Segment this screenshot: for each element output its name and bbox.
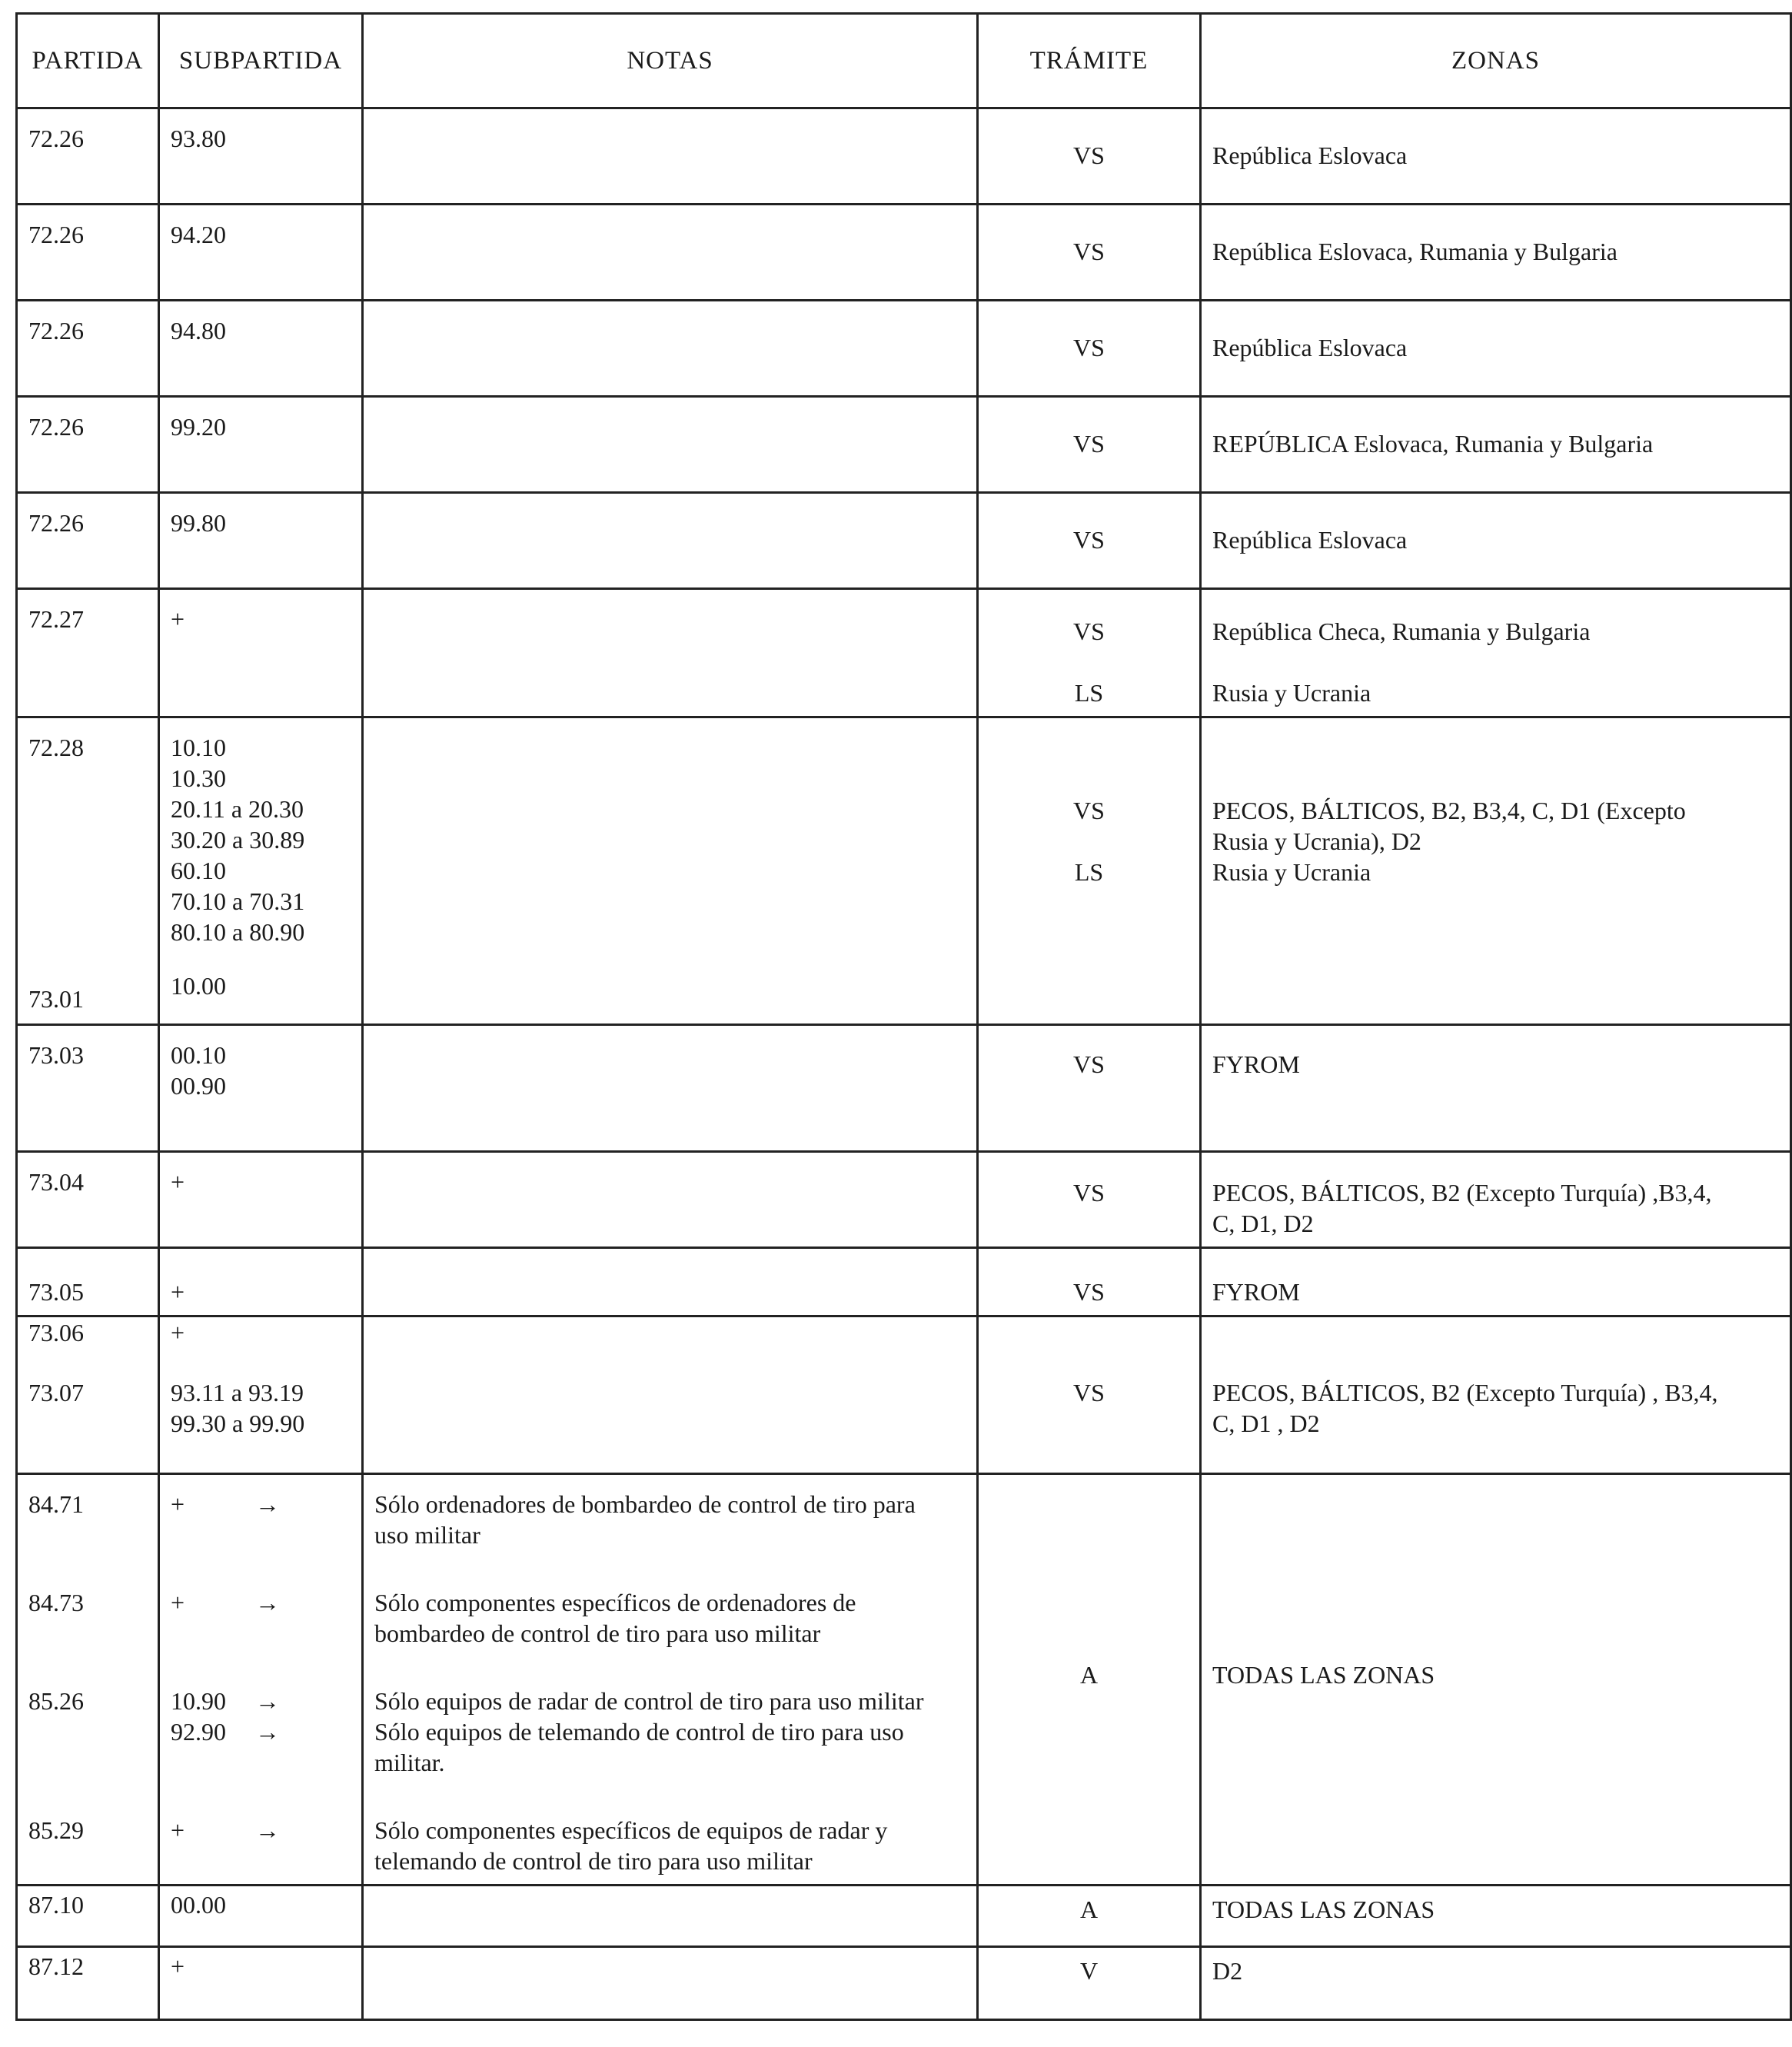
partida-cell <box>17 1947 159 2020</box>
subpartida-value: 99.20 <box>171 413 226 441</box>
subpartida-value: 60.10 <box>171 857 226 884</box>
tramite-value: V <box>1079 1957 1099 1985</box>
partida-value: 85.26 <box>28 1687 84 1715</box>
partida-value: 73.01 <box>28 985 84 1013</box>
subpartida-value: 00.90 <box>171 1072 226 1100</box>
tramite-value: VS <box>1073 617 1105 645</box>
partida-cell <box>17 1886 159 1947</box>
zonas-value: FYROM <box>1212 1278 1300 1306</box>
partida-value: 72.26 <box>28 317 84 344</box>
zonas-cell <box>1201 1947 1791 2020</box>
subpartida-cell <box>159 301 363 397</box>
partida-value: 72.27 <box>28 605 84 633</box>
partida-cell <box>17 493 159 589</box>
subpartida-value: + <box>171 1168 185 1196</box>
zonas-cell <box>1201 301 1791 397</box>
zonas-cell <box>1201 589 1791 717</box>
subpartida-cell <box>159 717 363 1025</box>
tramite-value: VS <box>1073 797 1105 824</box>
tramite-cell <box>978 1248 1201 1316</box>
zonas-value: D2 <box>1212 1957 1243 1985</box>
subpartida-value: 99.30 a 99.90 <box>171 1410 305 1437</box>
table-row <box>17 108 1791 205</box>
tramite-cell <box>978 1886 1201 1947</box>
table-row <box>17 1025 1791 1152</box>
subpartida-value: 92.90 <box>171 1718 226 1746</box>
nota-line: telemando de control de tiro para uso militar <box>374 1847 813 1875</box>
nota-line: uso militar <box>374 1521 480 1549</box>
zonas-value: FYROM <box>1212 1050 1300 1078</box>
partida-value: 84.73 <box>28 1589 84 1616</box>
header-zonas: ZONAS <box>1201 14 1791 108</box>
subpartida-line <box>171 1815 351 1846</box>
zonas-cell <box>1201 1474 1791 1886</box>
subpartida-value: 70.10 a 70.31 <box>171 887 305 915</box>
subpartida-value: + <box>171 1816 185 1844</box>
subpartida-cell <box>159 493 363 589</box>
tramite-cell <box>978 108 1201 205</box>
zonas-value: C, D1, D2 <box>1212 1210 1314 1237</box>
nota-line: Sólo ordenadores de bombardeo de control de tiro para <box>374 1490 916 1518</box>
zonas-cell <box>1201 1248 1791 1316</box>
subpartida-value: 80.10 a 80.90 <box>171 918 305 946</box>
partida-cell <box>17 205 159 301</box>
nota-line: Sólo componentes específicos de equipos de radar y <box>374 1816 888 1844</box>
zonas-value: República Eslovaca, Rumania y Bulgaria <box>1212 238 1617 265</box>
subpartida-value: 10.90 <box>171 1687 226 1715</box>
tramite-cell <box>978 1474 1201 1886</box>
subpartida-line <box>171 1587 351 1618</box>
subpartida-value: 10.00 <box>171 972 226 1000</box>
partida-value: 73.07 <box>28 1379 84 1406</box>
nota-line: Sólo componentes específicos de ordenadores de <box>374 1589 856 1616</box>
table-row <box>17 717 1791 1025</box>
subpartida-value: 93.11 a 93.19 <box>171 1379 304 1406</box>
tramite-value: LS <box>1074 679 1104 707</box>
partida-cell <box>17 1474 159 1886</box>
subpartida-cell <box>159 1152 363 1248</box>
tramite-cell <box>978 301 1201 397</box>
zonas-value: C, D1 , D2 <box>1212 1410 1320 1437</box>
partida-value: 87.12 <box>28 1952 84 1980</box>
table-row <box>17 397 1791 493</box>
table-row <box>17 301 1791 397</box>
partida-cell <box>17 589 159 717</box>
zonas-cell <box>1201 1886 1791 1947</box>
notas-cell <box>363 397 978 493</box>
notas-cell <box>363 205 978 301</box>
partida-value: 72.26 <box>28 125 84 152</box>
arrow-right-icon: → <box>255 1490 280 1518</box>
tramite-cell <box>978 589 1201 717</box>
table-row <box>17 1152 1791 1248</box>
arrow-right-icon: → <box>255 1816 280 1844</box>
subpartida-value: 00.10 <box>171 1041 226 1069</box>
subpartida-value: 93.80 <box>171 125 226 152</box>
subpartida-cell <box>159 108 363 205</box>
notas-cell <box>363 1248 978 1316</box>
zonas-value: TODAS LAS ZONAS <box>1212 1661 1435 1689</box>
zonas-value: PECOS, BÁLTICOS, B2, B3,4, C, D1 (Excepto <box>1212 797 1686 824</box>
subpartida-cell <box>159 1316 363 1474</box>
table-row <box>17 1248 1791 1316</box>
partida-value: 72.26 <box>28 509 84 537</box>
partida-value: 84.71 <box>28 1490 84 1518</box>
table-row <box>17 1316 1791 1474</box>
notas-cell <box>363 1886 978 1947</box>
partida-cell <box>17 397 159 493</box>
partida-value: 87.10 <box>28 1891 84 1919</box>
partida-cell <box>17 1248 159 1316</box>
zonas-value: República Eslovaca <box>1212 526 1408 554</box>
notas-cell <box>363 1316 978 1474</box>
table-row <box>17 1474 1791 1886</box>
table-row <box>17 205 1791 301</box>
tramite-cell <box>978 205 1201 301</box>
nota-line: Sólo equipos de radar de control de tiro para uso militar <box>374 1687 924 1715</box>
tramite-cell <box>978 717 1201 1025</box>
tramite-value: VS <box>1073 141 1105 169</box>
zonas-value: PECOS, BÁLTICOS, B2 (Excepto Turquía) ,B3,4, <box>1212 1179 1712 1207</box>
zonas-cell <box>1201 1025 1791 1152</box>
tramite-value: VS <box>1073 430 1105 458</box>
tramite-value: LS <box>1074 858 1104 886</box>
subpartida-value: + <box>171 1278 185 1306</box>
zonas-value: Rusia y Ucrania <box>1212 858 1371 886</box>
notas-cell <box>363 1152 978 1248</box>
subpartida-value: 00.00 <box>171 1891 226 1919</box>
zonas-cell <box>1201 397 1791 493</box>
partida-value: 72.26 <box>28 221 84 248</box>
zonas-cell <box>1201 108 1791 205</box>
subpartida-value: + <box>171 605 185 633</box>
notas-cell <box>363 717 978 1025</box>
subpartida-line <box>171 1716 351 1747</box>
arrow-right-icon: → <box>255 1718 280 1746</box>
tramite-value: A <box>1079 1661 1099 1689</box>
notas-cell <box>363 589 978 717</box>
notas-cell <box>363 1025 978 1152</box>
subpartida-line <box>171 1489 351 1519</box>
notas-cell <box>363 493 978 589</box>
notas-cell <box>363 1474 978 1886</box>
partida-value: 73.06 <box>28 1319 84 1346</box>
header-partida: PARTIDA <box>17 14 159 108</box>
partida-value: 85.29 <box>28 1816 84 1844</box>
nota-line: militar. <box>374 1749 445 1776</box>
notas-cell <box>363 1947 978 2020</box>
tariff-table-document <box>15 12 1790 2021</box>
zonas-value: Rusia y Ucrania), D2 <box>1212 827 1421 855</box>
zonas-cell <box>1201 205 1791 301</box>
partida-value: 73.03 <box>28 1041 84 1069</box>
tramite-value: VS <box>1073 238 1105 265</box>
tramite-cell <box>978 1025 1201 1152</box>
partida-cell <box>17 1152 159 1248</box>
subpartida-cell <box>159 1025 363 1152</box>
tramite-value: VS <box>1073 1379 1105 1406</box>
subpartida-cell <box>159 1947 363 2020</box>
subpartida-line <box>171 1686 351 1716</box>
subpartida-value: + <box>171 1952 185 1980</box>
subpartida-cell <box>159 1886 363 1947</box>
partida-cell <box>17 1025 159 1152</box>
zonas-cell <box>1201 1316 1791 1474</box>
tramite-value: VS <box>1073 1179 1105 1207</box>
tramite-cell <box>978 493 1201 589</box>
tramite-cell <box>978 1316 1201 1474</box>
partida-cell <box>17 108 159 205</box>
tramite-value: VS <box>1073 1278 1105 1306</box>
subpartida-cell <box>159 1248 363 1316</box>
zonas-value: PECOS, BÁLTICOS, B2 (Excepto Turquía) , B3,4, <box>1212 1379 1718 1406</box>
table-row <box>17 1947 1791 2020</box>
nota-line: Sólo equipos de telemando de control de tiro para uso <box>374 1718 904 1746</box>
subpartida-value: + <box>171 1589 185 1616</box>
tramite-value: VS <box>1073 526 1105 554</box>
subpartida-value: 30.20 a 30.89 <box>171 826 305 854</box>
partida-cell <box>17 1316 159 1474</box>
notas-cell <box>363 108 978 205</box>
zonas-value: República Checa, Rumania y Bulgaria <box>1212 617 1591 645</box>
tramite-value: VS <box>1073 334 1105 361</box>
tramite-cell <box>978 397 1201 493</box>
header-tramite: TRÁMITE <box>978 14 1201 108</box>
zonas-value: REPÚBLICA Eslovaca, Rumania y Bulgaria <box>1212 430 1654 458</box>
zonas-cell <box>1201 493 1791 589</box>
arrow-right-icon: → <box>255 1589 280 1616</box>
subpartida-value: 20.11 a 20.30 <box>171 795 304 823</box>
zonas-cell <box>1201 1152 1791 1248</box>
subpartida-cell <box>159 397 363 493</box>
zonas-value: TODAS LAS ZONAS <box>1212 1896 1435 1923</box>
tramite-value: VS <box>1073 1050 1105 1078</box>
subpartida-value: 94.80 <box>171 317 226 344</box>
subpartida-value: 10.30 <box>171 764 226 792</box>
subpartida-value: 10.10 <box>171 734 226 761</box>
table-row <box>17 1886 1791 1947</box>
arrow-right-icon: → <box>255 1687 280 1715</box>
header-subpartida: SUBPARTIDA <box>159 14 363 108</box>
subpartida-cell <box>159 589 363 717</box>
tramite-value: A <box>1079 1896 1099 1923</box>
partida-value: 73.05 <box>28 1278 84 1306</box>
partida-value: 73.04 <box>28 1168 84 1196</box>
table-row <box>17 589 1791 717</box>
header-notas: NOTAS <box>363 14 978 108</box>
zonas-cell <box>1201 717 1791 1025</box>
partida-value: 72.28 <box>28 734 84 761</box>
subpartida-value: 94.20 <box>171 221 226 248</box>
nota-line: bombardeo de control de tiro para uso militar <box>374 1619 821 1647</box>
partida-value: 72.26 <box>28 413 84 441</box>
subpartida-value: 99.80 <box>171 509 226 537</box>
tramite-cell <box>978 1947 1201 2020</box>
subpartida-cell <box>159 1474 363 1886</box>
tramite-cell <box>978 1152 1201 1248</box>
header-row <box>17 14 1791 108</box>
zonas-value: República Eslovaca <box>1212 141 1408 169</box>
partida-cell <box>17 717 159 1025</box>
partida-cell <box>17 301 159 397</box>
tariff-table <box>15 12 1792 2021</box>
zonas-value: Rusia y Ucrania <box>1212 679 1371 707</box>
subpartida-cell <box>159 205 363 301</box>
zonas-value: República Eslovaca <box>1212 334 1408 361</box>
subpartida-value: + <box>171 1319 185 1346</box>
table-row <box>17 493 1791 589</box>
subpartida-value: + <box>171 1490 185 1518</box>
notas-cell <box>363 301 978 397</box>
